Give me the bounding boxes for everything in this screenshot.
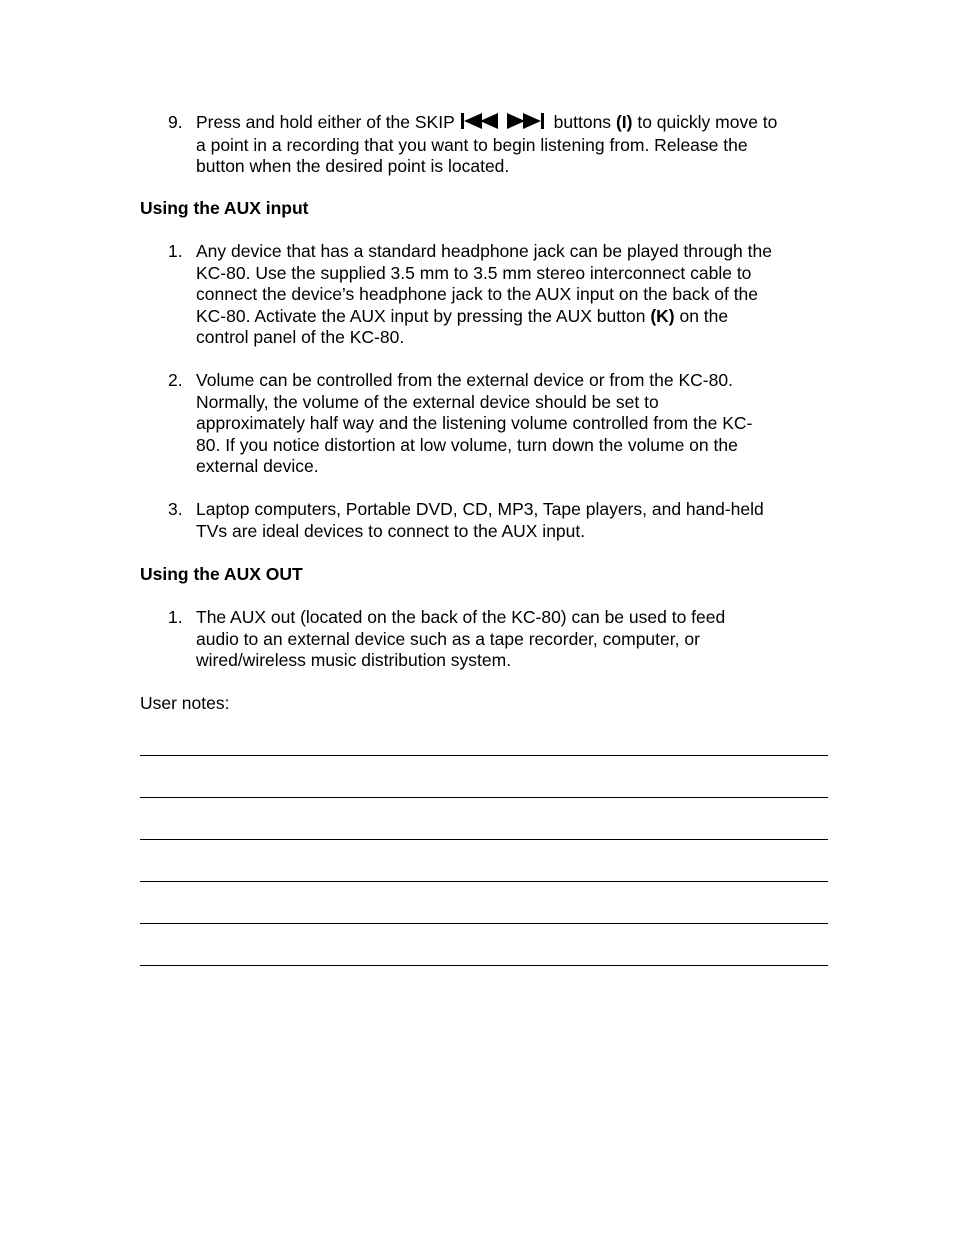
note-line bbox=[140, 797, 828, 798]
list-number: 9. bbox=[168, 112, 183, 132]
aux-input-item2-line-5: external device. bbox=[196, 456, 319, 477]
aux-input-item-3 bbox=[140, 499, 830, 542]
skip-back-icon bbox=[461, 113, 501, 129]
aux-input-item-1 bbox=[140, 241, 830, 349]
aux-input-item3-line-1: Laptop computers, Portable DVD, CD, MP3, Tape players, and hand-held bbox=[196, 499, 764, 519]
aux-input-item2-line-2: Normally, the volume of the external device should be set to bbox=[196, 391, 659, 412]
aux-input-item1-line-2: KC-80. Use the supplied 3.5 mm to 3.5 mm stereo interconnect cable to bbox=[196, 262, 752, 283]
aux-out-item1-line-1: The AUX out (located on the back of the KC-80) can be used to feed bbox=[196, 607, 726, 627]
aux-input-item1-line-4a: KC-80. Activate the AUX input by pressing the AUX button bbox=[196, 305, 646, 326]
aux-input-item2-line-4: 80. If you notice distortion at low volume, turn down the volume on the bbox=[196, 434, 738, 455]
note-line bbox=[140, 839, 828, 840]
note-line bbox=[140, 755, 828, 756]
aux-input-item3-line-2: TVs are ideal devices to connect to the AUX input. bbox=[196, 520, 586, 541]
list-number: 1. bbox=[168, 241, 183, 261]
section-heading-aux-input: Using the AUX input bbox=[140, 198, 309, 218]
section-heading-aux-out: Using the AUX OUT bbox=[140, 564, 303, 584]
aux-input-item-2 bbox=[140, 370, 830, 478]
skip-buttons-icons bbox=[461, 113, 549, 135]
item9-text-a: Press and hold either of the SKIP bbox=[196, 112, 455, 132]
aux-input-item2-line-1: Volume can be controlled from the external device or from the KC-80. bbox=[196, 370, 733, 390]
aux-input-item1-line-4b: on the bbox=[679, 305, 729, 326]
note-line bbox=[140, 965, 828, 966]
list-item-9 bbox=[140, 112, 830, 178]
aux-input-item1-line-5: control panel of the KC-80. bbox=[196, 327, 405, 348]
skip-forward-icon bbox=[505, 113, 549, 129]
item9-text-c: to quickly move to bbox=[637, 112, 778, 132]
aux-input-item1-line-3: connect the device’s headphone jack to the AUX input on the back of the bbox=[196, 284, 759, 305]
note-line bbox=[140, 923, 828, 924]
button-ref-k: (K) bbox=[650, 305, 675, 326]
item9-line-2: a point in a recording that you want to begin listening from. Release the bbox=[196, 134, 748, 155]
list-number: 3. bbox=[168, 499, 183, 519]
list-number: 2. bbox=[168, 370, 183, 390]
note-line bbox=[140, 881, 828, 882]
item9-text-b: buttons bbox=[553, 112, 612, 132]
aux-out-item1-line-3: wired/wireless music distribution system. bbox=[196, 650, 512, 671]
aux-out-item-1 bbox=[140, 607, 830, 672]
aux-input-item2-line-3: approximately half way and the listening volume controlled from the KC- bbox=[196, 413, 753, 434]
list-number: 1. bbox=[168, 607, 183, 627]
aux-input-item1-line-1: Any device that has a standard headphone jack can be played through the bbox=[196, 241, 772, 261]
aux-out-item1-line-2: audio to an external device such as a tape recorder, computer, or bbox=[196, 628, 700, 649]
item9-line-3: button when the desired point is located. bbox=[196, 156, 510, 177]
user-notes-label: User notes: bbox=[140, 693, 230, 713]
button-ref-i: (I) bbox=[615, 112, 633, 132]
